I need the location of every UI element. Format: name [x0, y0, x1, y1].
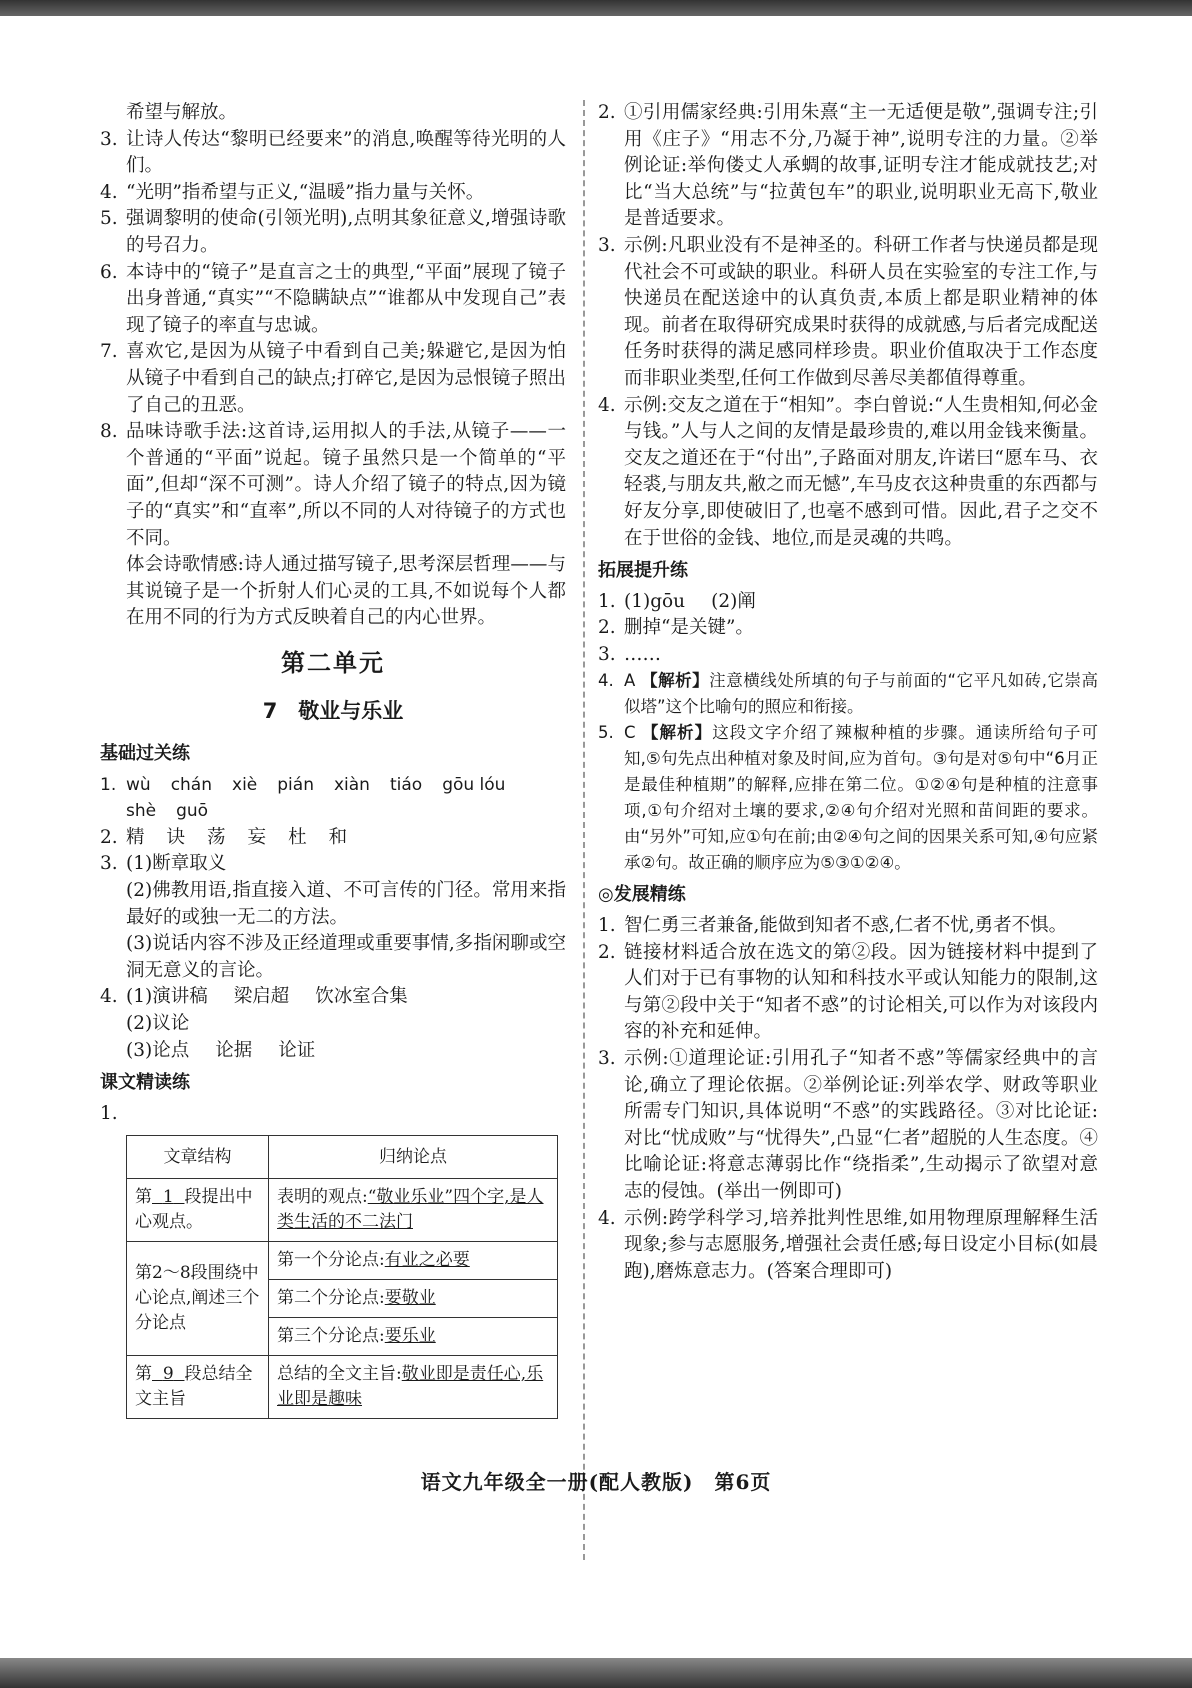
table-cell: 第2～8段围绕中心论点,阐述三个分论点	[127, 1242, 269, 1356]
left-column	[100, 100, 566, 1419]
answer-item-extra: 体会诗歌情感:诗人通过描写镜子,思考深层哲理——与其说镜子是一个折射人们心灵的工具,不如说每个人都在用不同的行为方式反映着自己的内心世界。	[126, 554, 566, 629]
reading-q1-num: 1.	[100, 1102, 118, 1124]
column-divider	[583, 100, 585, 1560]
answer-item: 4. 示例:交友之道在于“相知”。李白曾说:“人生贵相知,何必金与钱。”人与人之间的友情是最珍贵的,难以用金钱来衡量。交友之道还在于“付出”,子路面对朋友,许诺曰“愿车马、衣轻裘,与朋友共,敝之而无憾”,车马皮衣这种贵重的东西都与好友分享,即使破旧了,也毫不感到可惜。因此,君子之交不在于世俗的金钱、地位,而是灵魂的共鸣。	[598, 394, 1098, 549]
answer-item: 3. 让诗人传达“黎明已经要来”的消息,唤醒等待光明的人们。	[100, 128, 566, 177]
unit-title: 第二单元	[281, 648, 385, 677]
table-cell: 第二个分论点:要敬业	[269, 1280, 558, 1318]
scan-top-edge	[0, 0, 1192, 16]
basic-q2: 2. 精 诀 荡 妄 杜 和	[100, 826, 348, 848]
extend-q1: 1. (1)gōu (2)阐	[598, 590, 756, 612]
develop-item: 4. 示例:跨学科学习,培养批判性思维,如用物理原理解释生活现象;参与志愿服务,增强社会责任感;每日设定小目标(如晨跑),磨炼意志力。(答案合理即可)	[598, 1207, 1098, 1282]
develop-item: 1. 智仁勇三者兼备,能做到知者不惑,仁者不忧,勇者不惧。	[598, 915, 1068, 937]
table-cell: 第 1 段提出中心观点。	[127, 1179, 269, 1242]
answer-item: 8. 品味诗歌手法:这首诗,运用拟人的手法,从镜子——一个普通的“平面”说起。镜子虽然只是一个简单的“平面”,但却“深不可测”。诗人介绍了镜子的特点,因为镜子的“真实”和“直率”,所以不同的人对待镜子的方式也不同。	[100, 421, 566, 549]
continued-answer: 希望与解放。	[126, 102, 238, 123]
table-cell: 表明的观点:“敬业乐业”四个字,是人类生活的不二法门	[269, 1179, 558, 1242]
section-heading-develop: ◎发展精练	[598, 884, 686, 906]
develop-item: 2. 链接材料适合放在选文的第②段。因为链接材料中提到了人们对于已有事物的认知和科技水平或认知能力的限制,这与第②段中关于“知者不惑”的讨论相关,可以作为对该段内容的补充和延伸。	[598, 941, 1098, 1043]
answer-item: 2. ①引用儒家经典:引用朱熹“主一无适便是敬”,强调专注;引用《庄子》“用志不分,乃凝于神”,说明专注的力量。②举例论证:举佝偻丈人承蜩的故事,证明专注才能成就技艺;对比“当大总统”与“拉黄包车”的职业,说明职业无高下,敬业是普适要求。	[598, 102, 1098, 230]
section-heading-reading: 课文精读练	[100, 1072, 190, 1094]
basic-q1: 1. wù chán xiè pián xiàn tiáo gōu lóu shè guō	[100, 774, 506, 822]
extend-q4: 4. A 【解析】注意横线处所填的句子与前面的“它平凡如砖,它崇高似塔”这个比喻句的照应和衔接。	[598, 671, 1099, 717]
page-footer: 语文九年级全一册(配人教版) 第6页	[420, 1470, 772, 1494]
basic-q3: 3. (1)断章取义 (2)佛教用语,指直接入道、不可言传的门径。常用来指最好的或独一无二的方法。 (3)说话内容不涉及正经道理或重要事情,多指闲聊或空洞无意义的言论。	[100, 853, 566, 981]
table-header: 文章结构	[127, 1136, 269, 1179]
table-cell: 第一个分论点:有业之必要	[269, 1242, 558, 1280]
poem-answer-list	[100, 127, 566, 632]
extend-q3: 3. ……	[598, 643, 661, 665]
table-cell: 第 9 段总结全文主旨	[127, 1356, 269, 1419]
scan-bottom-edge	[0, 1658, 1192, 1688]
basic-q4: 4. (1)演讲稿 梁启超 饮冰室合集 (2)议论 (3)论点 论据 论证	[100, 986, 408, 1061]
right-column	[598, 100, 1098, 1285]
develop-item: 3. 示例:①道理论证:引用孔子“知者不惑”等儒家经典中的言论,确立了理论依据。②举例论证:列举农学、财政等职业所需专门知识,具体说明“不惑”的实践路径。③对比论证:对比“忧成败”与“忧得失”,凸显“仁者”超脱的人生态度。④比喻论证:将意志薄弱比作“绕指柔”,生动揭示了欲望对意志的侵蚀。(举出一例即可)	[598, 1048, 1098, 1202]
answer-item: 5. 强调黎明的使命(引领光明),点明其象征意义,增强诗歌的号召力。	[100, 208, 566, 256]
table-header: 归纳论点	[269, 1136, 558, 1179]
answer-item: 4. “光明”指希望与正义,“温暖”指力量与关怀。	[100, 181, 485, 203]
article-structure-table	[126, 1135, 558, 1419]
answer-item: 6. 本诗中的“镜子”是直言之士的典型,“平面”展现了镜子出身普通,“真实”“不隐瞒缺点”“谁都从中发现自己”表现了镜子的率直与忠诚。	[100, 261, 566, 336]
extend-q2: 2. 删掉“是关键”。	[598, 617, 754, 639]
extend-q5: 5. C 【解析】这段文字介绍了辣椒种植的步骤。通读所给句子可知,⑤句先点出种植对象及时间,应为首句。③句是对⑤句中“6月正是最佳种植期”的解释,应排在第二位。①②④句是种植的注意事项,①句介绍对土壤的要求,②④句介绍对光照和苗间距的要求。由“另外”可知,应①句在前;由②④句之间的因果关系可知,④句应紧承②句。故正确的顺序应为⑤③①②④。	[598, 723, 1099, 873]
answer-item: 7. 喜欢它,是因为从镜子中看到自己美;躲避它,是因为怕从镜子中看到自己的缺点;打碎它,是因为忌恨镜子照出了自己的丑恶。	[100, 341, 566, 416]
lesson-title: 7 敬业与乐业	[262, 699, 404, 724]
section-heading-basic: 基础过关练	[100, 743, 190, 765]
table-cell: 第三个分论点:要乐业	[269, 1318, 558, 1356]
answer-item: 3. 示例:凡职业没有不是神圣的。科研工作者与快递员都是现代社会不可或缺的职业。科研人员在实验室的专注工作,与快递员在配送途中的认真负责,本质上都是职业精神的体现。前者在取得研究成果时获得的成就感,与后者完成配送任务时获得的满足感同样珍贵。职业价值取决于工作态度而非职业类型,任何工作做到尽善尽美都值得尊重。	[598, 234, 1098, 389]
table-cell: 总结的全文主旨:敬业即是责任心,乐业即是趣味	[269, 1356, 558, 1419]
section-heading-extend: 拓展提升练	[598, 560, 688, 582]
